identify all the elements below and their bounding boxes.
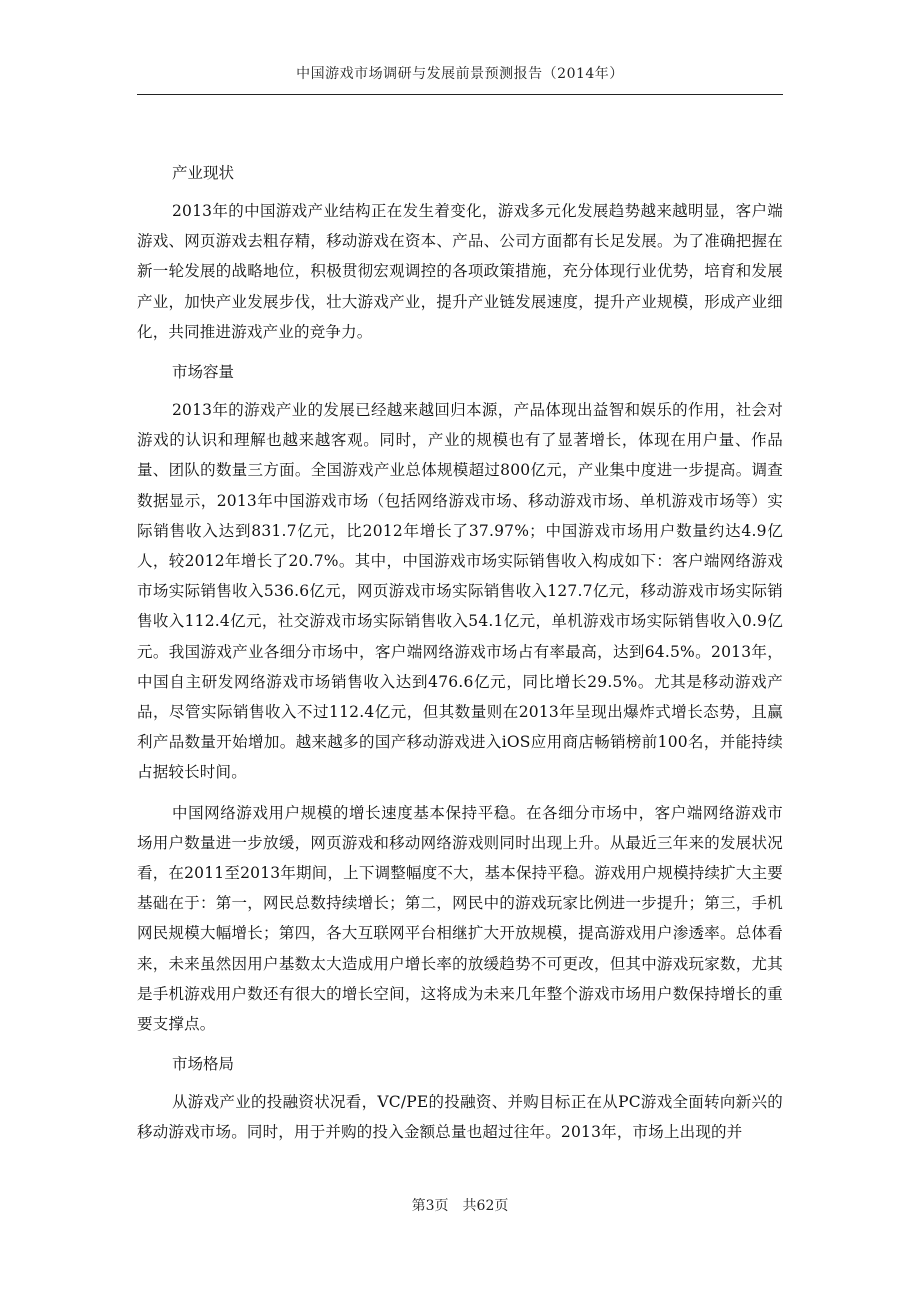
section-market-structure (137, 1049, 783, 1147)
section-heading: 产业现状 (172, 164, 235, 182)
page-body (137, 158, 783, 1148)
report-title: 中国游戏市场调研与发展前景预测报告（2014年） (296, 66, 624, 82)
section-industry-status (137, 158, 783, 347)
section-heading: 市场格局 (172, 1055, 235, 1074)
page-header (137, 64, 783, 84)
header-divider (137, 94, 783, 95)
page-footer (137, 1196, 783, 1216)
paragraph: 2013年的游戏产业的发展已经越来越回归本源，产品体现出益智和娱乐的作用，社会对游戏的认识和理解也越来越客观。同时，产业的规模也有了显著增长，体现在用户量、作品量、团队的数量三方面。全国游戏产业总体规模超过800亿元，产业集中度进一步提高。调查数据显示，2013年中国游戏市场（包括网络游戏市场、移动游戏市场、单机游戏市场等）实际销售收入达到831.7亿元，比2012年增长了37.97%；中国游戏市场用户数量约达4.9亿人，较2012年增长了20.7%。其中，中国游戏市场实际销售收入构成如下：客户端网络游戏市场实际销售收入536.6亿元，网页游戏市场实际销售收入127.7亿元，移动游戏市场实际销售收入112.4亿元，社交游戏市场实际销售收入54.1亿元，单机游戏市场实际销售收入0.9亿元。我国游戏产业各细分市场中，客户端网络游戏市场占有率最高，达到64.5%。2013年，中国自主研发网络游戏市场销售收入达到476.6亿元，同比增长29.5%。尤其是移动游戏产品，尽管实际销售收入不过112.4亿元，但其数量则在2013年呈现出爆炸式增长态势，且赢利产品数量开始增加。越来越多的国产移动游戏进入iOS应用商店畅销榜前100名，并能持续占据较长时间。 (137, 401, 783, 782)
page-number: 第3页 共62页 (411, 1198, 509, 1214)
paragraph: 从游戏产业的投融资状况看，VC/PE的投融资、并购目标正在从PC游戏全面转向新兴的移动游戏市场。同时，用于并购的投入金额总量也超过往年。2013年，市场上出现的并 (137, 1093, 783, 1142)
section-market-capacity (137, 357, 783, 1039)
paragraph: 2013年的中国游戏产业结构正在发生着变化，游戏多元化发展趋势越来越明显，客户端游戏、网页游戏去粗存精，移动游戏在资本、产品、公司方面都有长足发展。为了准确把握在新一轮发展的战略地位，积极贯彻宏观调控的各项政策措施，充分体现行业优势，培育和发展产业，加快产业发展步伐，壮大游戏产业，提升产业链发展速度，提升产业规模，形成产业细化，共同推进游戏产业的竞争力。 (137, 202, 783, 341)
paragraph: 中国网络游戏用户规模的增长速度基本保持平稳。在各细分市场中，客户端网络游戏市场用户数量进一步放缓，网页游戏和移动网络游戏则同时出现上升。从最近三年来的发展状况看，在2011至2013年期间，上下调整幅度不大，基本保持平稳。游戏用户规模持续扩大主要基础在于：第一，网民总数持续增长；第二，网民中的游戏玩家比例进一步提升；第三，手机网民规模大幅增长；第四，各大互联网平台相继扩大开放规模，提高游戏用户渗透率。总体看来，未来虽然因用户基数太大造成用户增长率的放缓趋势不可更改，但其中游戏玩家数，尤其是手机游戏用户数还有很大的增长空间，这将成为未来几年整个游戏市场用户数保持增长的重要支撑点。 (137, 803, 783, 1034)
section-heading: 市场容量 (172, 363, 235, 382)
